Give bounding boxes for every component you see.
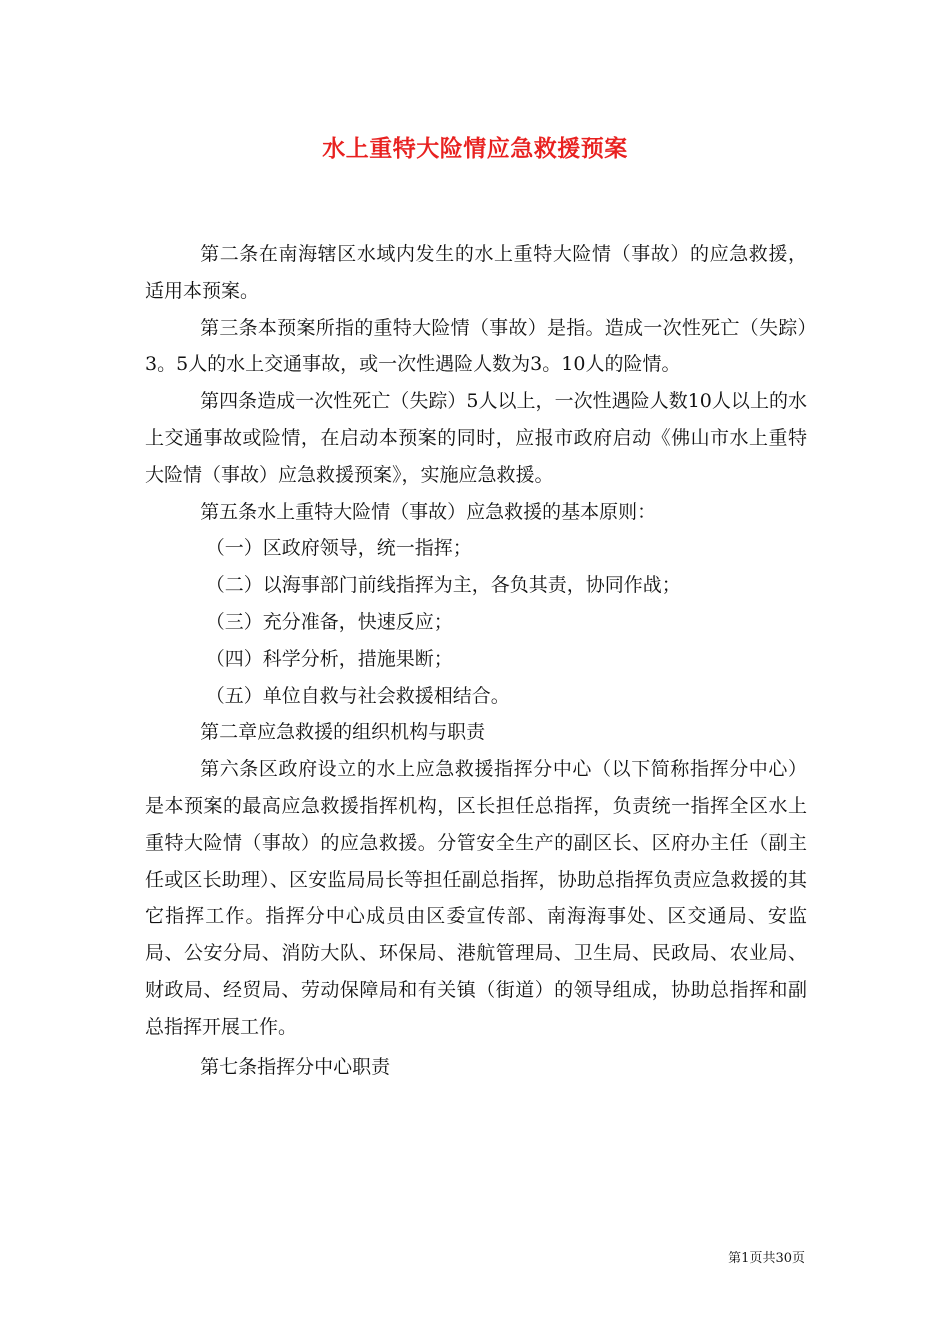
principle-item-4: （四）科学分析，措施果断； [205, 647, 453, 670]
paragraph-article-4: 第四条造成一次性死亡（失踪）5人以上，一次性遇险人数10人以上的水上交通事故或险情，在启动本预案的同时，应报市政府启动《佛山市水上重特大险情（事故）应急救援预案》，实施应急救援。 [145, 390, 807, 486]
page-number: 第1页共30页 [728, 1251, 805, 1266]
chapter-heading-2: 第二章应急救援的组织机构与职责 [200, 721, 486, 744]
paragraph-article-7: 第七条指挥分中心职责 [200, 1055, 391, 1078]
principle-item-5: （五）单位自救与社会救援相结合。 [205, 684, 510, 707]
principle-item-1: （一）区政府领导，统一指挥； [205, 537, 472, 560]
paragraph-article-5: 第五条水上重特大险情（事故）应急救援的基本原则： [200, 500, 657, 523]
document-title: 水上重特大险情应急救援预案 [322, 135, 628, 162]
paragraph-article-3: 第三条本预案所指的重特大险情（事故）是指。造成一次性死亡（失踪）3。5人的水上交通事故，或一次性遇险人数为3。10人的险情。 [145, 316, 807, 376]
principle-item-3: （三）充分准备，快速反应； [205, 610, 453, 633]
document-body [145, 236, 807, 1085]
paragraph-article-6: 第六条区政府设立的水上应急救援指挥分中心（以下简称指挥分中心）是本预案的最高应急救援指挥机构，区长担任总指挥，负责统一指挥全区水上重特大险情（事故）的应急救援。分管安全生产的副区长、区府办主任（副主任或区长助理）、区安监局局长等担任副总指挥，协助总指挥负责应急救援的其它指挥工作。指挥分中心成员由区委宣传部、南海海事处、区交通局、安监局、公安分局、消防大队、环保局、港航管理局、卫生局、民政局、农业局、财政局、经贸局、劳动保障局和有关镇（街道）的领导组成，协助总指挥和副总指挥开展工作。 [145, 758, 807, 1038]
principle-item-2: （二）以海事部门前线指挥为主，各负其责，协同作战； [205, 574, 681, 597]
paragraph-article-2: 第二条在南海辖区水域内发生的水上重特大险情（事故）的应急救援，适用本预案。 [145, 243, 807, 302]
